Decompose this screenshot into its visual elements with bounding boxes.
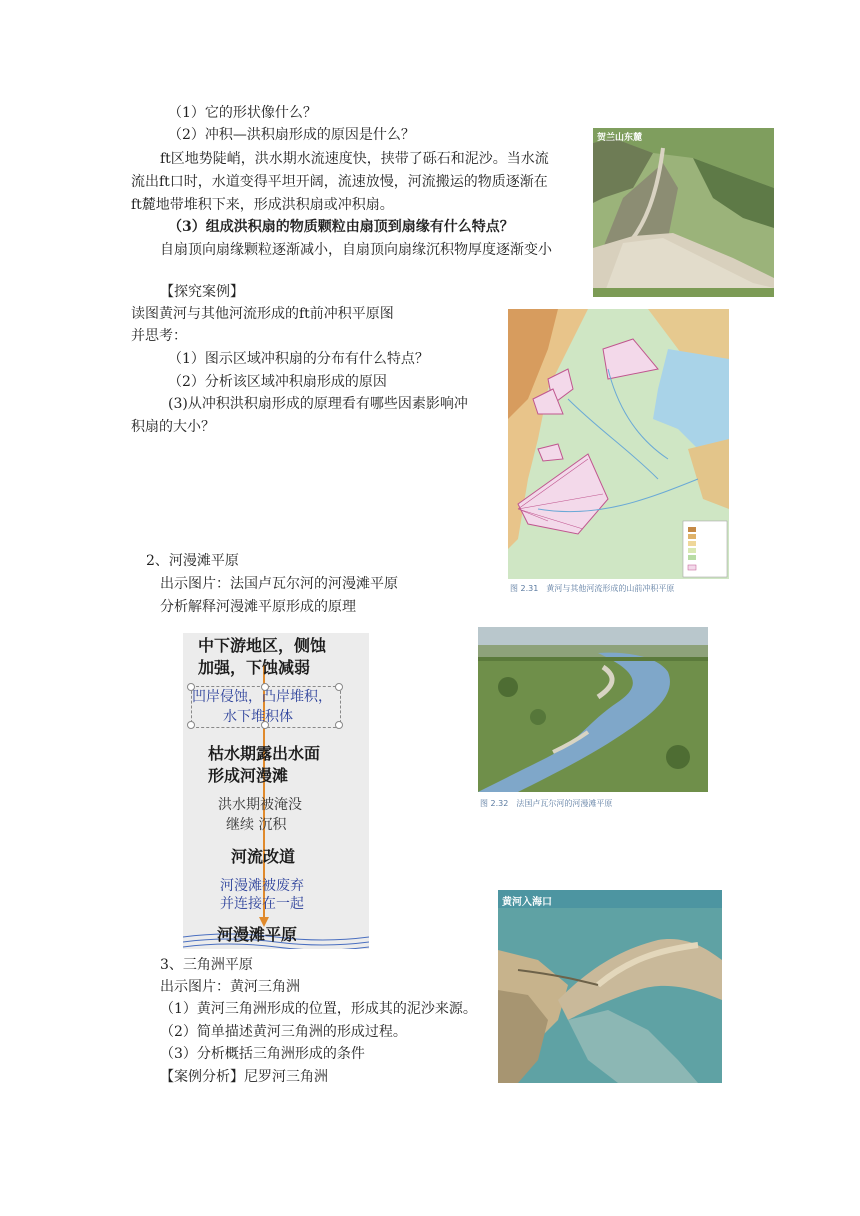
floodplain-analysis: 分析解释河漫滩平原形成的原理 <box>160 599 356 615</box>
delta-question-1: （1）黄河三角洲形成的位置，形成其的泥沙来源。 <box>160 1001 477 1017</box>
helan-photo-label: 贺兰山东麓 <box>597 133 643 143</box>
floodplain-flow-diagram <box>183 633 369 949</box>
question-cause: （2）冲积—洪积扇形成的原因是什么？ <box>168 127 415 143</box>
flow-step-6b: 并连接在一起 <box>220 896 304 912</box>
delta-case-analysis: 【案例分析】尼罗河三角洲 <box>160 1069 328 1085</box>
loire-photo-caption: 图 2.32 法国卢瓦尔河的河漫滩平原 <box>480 799 613 808</box>
flow-step-4a: 洪水期被淹没 <box>218 797 302 813</box>
flow-step-2a: 凹岸侵蚀，凸岸堆积， <box>192 689 332 705</box>
helan-mountain-photo <box>593 128 774 297</box>
flow-step-5: 河流改道 <box>231 847 296 866</box>
case-question-3: (3)从冲积洪积扇形成的原理看有哪些因素影响冲 <box>168 396 468 412</box>
answer-line-2: 流出ft口时，水道变得平坦开阔，流速放慢，河流搬运的物质逐渐在 <box>131 174 548 190</box>
case-study-intro-2: 并思考： <box>131 328 187 344</box>
question-particle: （3）组成洪积扇的物质颗粒由扇顶到扇缘有什么特点？ <box>168 219 514 235</box>
answer-line-3: ft麓地带堆积下来，形成洪积扇或冲积扇。 <box>131 197 394 213</box>
case-question-3-cont: 积扇的大小？ <box>131 419 215 435</box>
flow-step-3a: 枯水期露出水面 <box>208 744 321 763</box>
question-shape: （1）它的形状像什么？ <box>168 105 317 121</box>
alluvial-plain-map <box>508 309 729 579</box>
case-study-heading: 【探究案例】 <box>160 284 244 300</box>
flow-step-1b: 加强，下蚀减弱 <box>198 658 311 677</box>
flow-step-1a: 中下游地区，侧蚀 <box>198 636 327 655</box>
answer-particle: 自扇顶向扇缘颗粒逐渐减小，自扇顶向扇缘沉积物厚度逐渐变小 <box>160 242 552 258</box>
case-study-intro: 读图黄河与其他河流形成的ft前冲积平原图 <box>131 306 394 322</box>
answer-line-1: ft区地势陡峭，洪水期水流速度快，挟带了砾石和泥沙。当水流 <box>160 151 549 167</box>
flow-step-6a: 河漫滩被废弃 <box>220 878 304 894</box>
yellow-river-estuary-photo <box>498 890 722 1083</box>
flow-step-3b: 形成河漫滩 <box>208 766 289 785</box>
resize-handle[interactable] <box>335 721 343 729</box>
estuary-photo-label: 黄河入海口 <box>502 897 552 908</box>
resize-handle[interactable] <box>335 683 343 691</box>
flow-step-2b: 水下堆积体 <box>223 709 293 725</box>
map-caption: 图 2.31 黄河与其他河流形成的山前冲积平原 <box>510 584 675 593</box>
resize-handle[interactable] <box>187 721 195 729</box>
delta-question-2: （2）简单描述黄河三角洲的形成过程。 <box>160 1024 407 1040</box>
floodplain-show-image: 出示图片：法国卢瓦尔河的河漫滩平原 <box>160 576 398 592</box>
case-question-2: （2）分析该区域冲积扇形成的原因 <box>168 374 387 390</box>
delta-question-3: （3）分析概括三角洲形成的条件 <box>160 1046 365 1062</box>
flow-step-7: 河漫滩平原 <box>217 925 298 944</box>
case-question-1: （1）图示区域冲积扇的分布有什么特点？ <box>168 351 429 367</box>
loire-river-photo <box>478 627 708 792</box>
flow-step-4b: 继续 沉积 <box>226 817 287 833</box>
delta-show-image: 出示图片：黄河三角洲 <box>160 979 300 995</box>
delta-heading: 3、三角洲平原 <box>160 957 253 973</box>
floodplain-heading: 2、河漫滩平原 <box>146 553 239 569</box>
